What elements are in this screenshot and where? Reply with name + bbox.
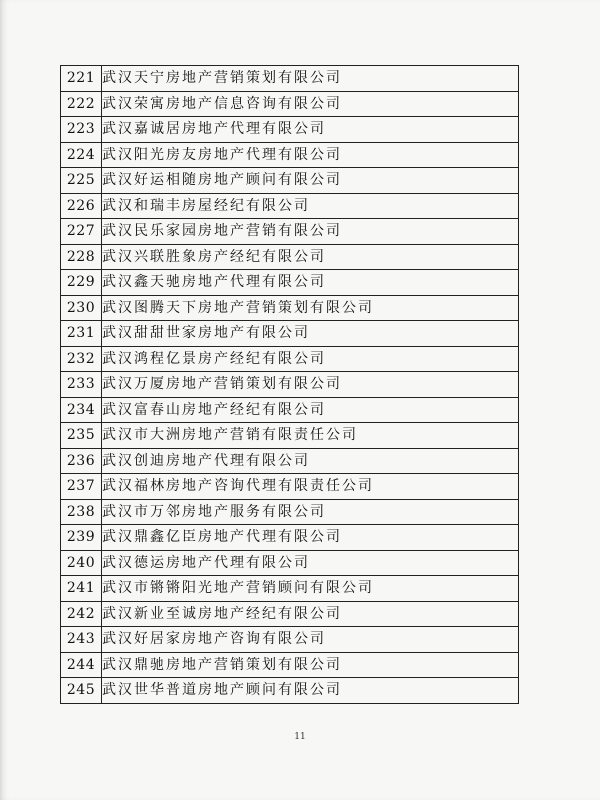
table-row [61,423,519,449]
table-row [61,601,519,627]
table-row [61,397,519,423]
row-number: 239 [61,525,102,551]
company-name: 武汉富春山房地产经纪有限公司 [102,397,519,423]
table-row [61,117,519,143]
company-name: 武汉德运房地产代理有限公司 [102,550,519,576]
row-number: 236 [61,448,102,474]
row-number: 242 [61,601,102,627]
company-name: 武汉鑫天驰房地产代理有限公司 [102,270,519,296]
row-number: 237 [61,474,102,500]
table-row [61,346,519,372]
table-row [61,550,519,576]
row-number: 225 [61,168,102,194]
table-row [61,448,519,474]
company-name: 武汉新业至诚房地产经纪有限公司 [102,601,519,627]
company-name: 武汉鸿程亿景房产经纪有限公司 [102,346,519,372]
company-name: 武汉万厦房地产营销策划有限公司 [102,372,519,398]
company-name: 武汉图腾天下房地产营销策划有限公司 [102,295,519,321]
table-row [61,627,519,653]
company-name: 武汉好居家房地产咨询有限公司 [102,627,519,653]
row-number: 226 [61,193,102,219]
company-name: 武汉甜甜世家房地产有限公司 [102,321,519,347]
company-name: 武汉天宁房地产营销策划有限公司 [102,66,519,92]
row-number: 222 [61,91,102,117]
company-name: 武汉民乐家园房地产营销有限公司 [102,219,519,245]
row-number: 232 [61,346,102,372]
row-number: 230 [61,295,102,321]
table-row [61,499,519,525]
table-row [61,525,519,551]
row-number: 227 [61,219,102,245]
company-name: 武汉阳光房友房地产代理有限公司 [102,142,519,168]
row-number: 231 [61,321,102,347]
company-name: 武汉世华普道房地产顾问有限公司 [102,678,519,704]
row-number: 244 [61,652,102,678]
company-name: 武汉市万邻房地产服务有限公司 [102,499,519,525]
row-number: 241 [61,576,102,602]
table-row [61,219,519,245]
table-row [61,193,519,219]
row-number: 240 [61,550,102,576]
row-number: 235 [61,423,102,449]
table-row [61,244,519,270]
company-name: 武汉荣寓房地产信息咨询有限公司 [102,91,519,117]
row-number: 243 [61,627,102,653]
table-row [61,270,519,296]
company-name: 武汉嘉诚居房地产代理有限公司 [102,117,519,143]
company-name: 武汉鼎驰房地产营销策划有限公司 [102,652,519,678]
company-name: 武汉创迪房地产代理有限公司 [102,448,519,474]
table-row [61,168,519,194]
row-number: 229 [61,270,102,296]
table-row [61,474,519,500]
table-row [61,652,519,678]
row-number: 245 [61,678,102,704]
row-number: 233 [61,372,102,398]
table-row [61,66,519,92]
company-name: 武汉好运相随房地产顾问有限公司 [102,168,519,194]
company-name: 武汉市大洲房地产营销有限责任公司 [102,423,519,449]
row-number: 223 [61,117,102,143]
page-number: 11 [294,732,306,742]
company-name: 武汉鼎鑫亿臣房地产代理有限公司 [102,525,519,551]
table-row [61,142,519,168]
table-row [61,678,519,704]
company-name: 武汉和瑞丰房屋经纪有限公司 [102,193,519,219]
company-list-body [61,66,519,704]
row-number: 234 [61,397,102,423]
table-row [61,321,519,347]
table-row [61,91,519,117]
row-number: 238 [61,499,102,525]
row-number: 228 [61,244,102,270]
row-number: 224 [61,142,102,168]
company-list-table [60,65,519,704]
table-row [61,372,519,398]
table-row [61,295,519,321]
company-name: 武汉兴联胜象房产经纪有限公司 [102,244,519,270]
row-number: 221 [61,66,102,92]
table-row [61,576,519,602]
company-name: 武汉福林房地产咨询代理有限责任公司 [102,474,519,500]
company-name: 武汉市锵锵阳光地产营销顾问有限公司 [102,576,519,602]
